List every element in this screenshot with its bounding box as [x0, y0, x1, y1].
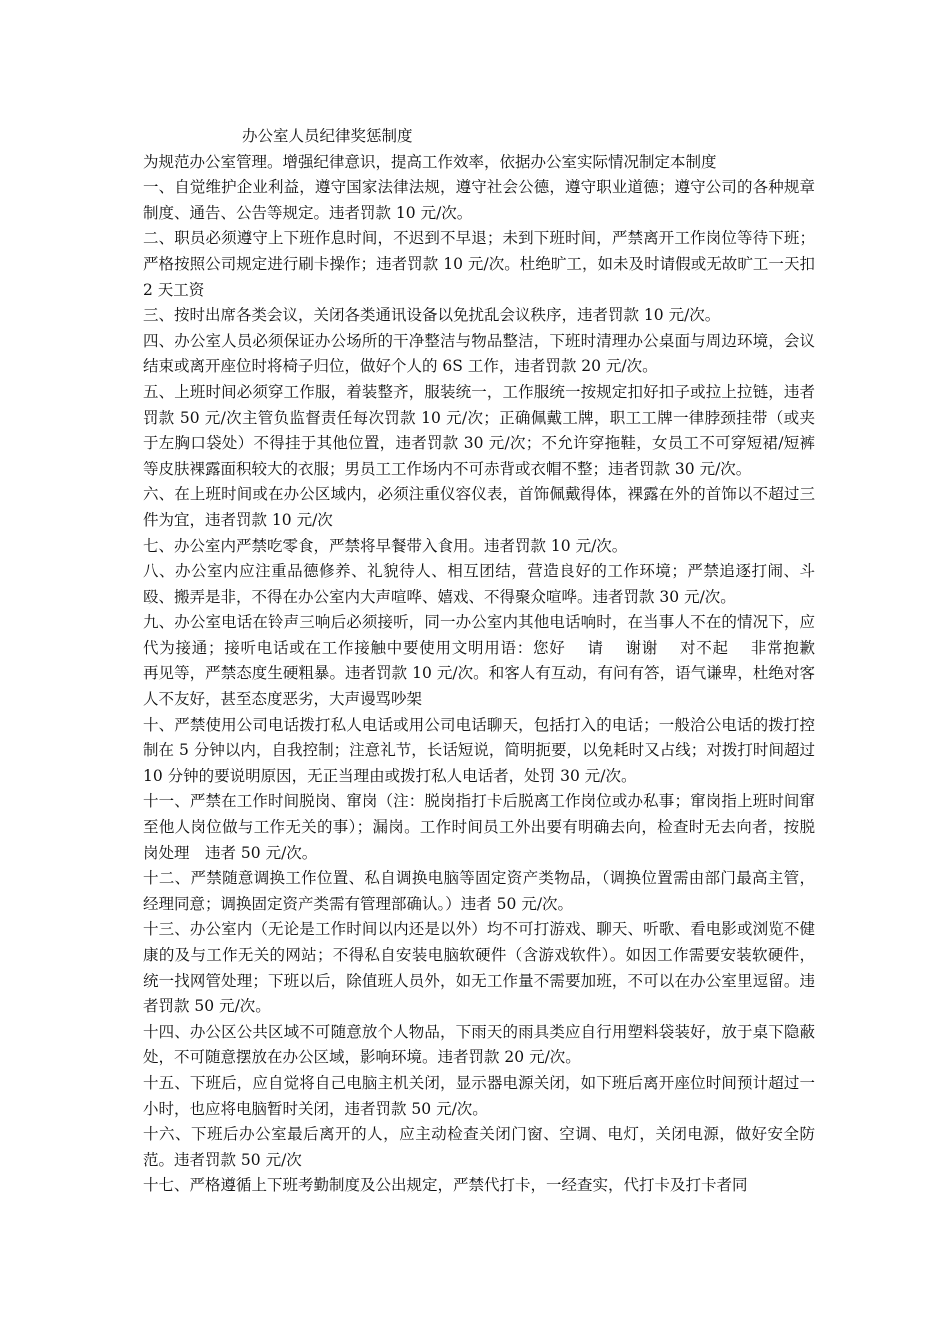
paragraph-rule-3: 三、按时出席各类会议，关闭各类通讯设备以免扰乱会议秩序，违者罚款 10 元/次。 — [143, 306, 721, 325]
paragraph-rule-11: 十一、严禁在工作时间脱岗、窜岗（注：脱岗指打卡后脱离工作岗位或办私事；窜岗指上班时间窜至他人岗位做与工作无关的事）；漏岗。工作时间员工外出要有明确去向，检查时无去向者，按脱岗处理 违者 50 元/次。 — [143, 792, 815, 862]
paragraph-rule-8: 八、办公室内应注重品德修养、礼貌待人、相互团结，营造良好的工作环境；严禁追逐打闹、斗殴、搬弄是非，不得在办公室内大声喧哗、嬉戏、不得聚众喧哗。违者罚款 30 元/次。 — [143, 562, 815, 606]
paragraph-rule-1: 一、自觉维护企业利益，遵守国家法律法规，遵守社会公德，遵守职业道德；遵守公司的各种规章制度、通告、公告等规定。违者罚款 10 元/次。 — [143, 178, 815, 222]
paragraph-rule-4: 四、办公室人员必须保证办公场所的干净整洁与物品整洁，下班时清理办公桌面与周边环境，会议结束或离开座位时将椅子归位，做好个人的 6S 工作，违者罚款 20 元/次。 — [143, 331, 815, 376]
paragraph-rule-7: 七、办公室内严禁吃零食，严禁将早餐带入食用。违者罚款 10 元/次。 — [143, 536, 628, 555]
paragraph-rule-14: 十四、办公区公共区域不可随意放个人物品，下雨天的雨具类应自行用塑料袋装好，放于桌下隐蔽处，不可随意摆放在办公区域，影响环境。违者罚款 20 元/次。 — [143, 1022, 815, 1067]
paragraph-rule-15: 十五、下班后，应自觉将自己电脑主机关闭，显示器电源关闭，如下班后离开座位时间预计超过一小时，也应将电脑暂时关闭，违者罚款 50 元/次。 — [143, 1073, 815, 1118]
paragraph-rule-12: 十二、严禁随意调换工作位置、私自调换电脑等固定资产类物品，（调换位置需由部门最高主管，经理同意；调换固定资产类需有管理部确认。）违者 50 元/次。 — [143, 869, 815, 913]
paragraph-rule-2: 二、职员必须遵守上下班作息时间，不迟到不早退；未到下班时间，严禁离开工作岗位等待下班；严格按照公司规定进行刷卡操作；违者罚款 10 元/次。杜绝旷工，如未及时请假或无故旷工一天扣 2 天工资 — [143, 229, 820, 299]
paragraph-intro: 为规范办公室管理。增强纪律意识，提高工作效率，依据办公室实际情况制定本制度 — [143, 152, 717, 171]
paragraph-rule-5: 五、上班时间必须穿工作服，着装整齐，服装统一，工作服统一按规定扣好扣子或拉上拉链，违者罚款 50 元/次主管负监督责任每次罚款 10 元/次；正确佩戴工牌，职工工牌一律脖颈挂带（或夹于左胸口袋处）不得挂于其他位置，违者罚款 30 元/次；不允许穿拖鞋，女员工不可穿短裙/短裤等皮肤裸露面积较大的衣服；男员工工作场内不可赤背或衣帽不整；违者罚款 30 元/次。 — [143, 382, 815, 478]
paragraph-rule-10: 十、严禁使用公司电话拨打私人电话或用公司电话聊天，包括打入的电话；一般洽公电话的拨打控制在 5 分钟以内，自我控制；注意礼节，长话短说，简明扼要，以免耗时又占线；对拨打时间超过 10 分钟的要说明原因，无正当理由或拨打私人电话者，处罚 30 元/次。 — [143, 715, 820, 785]
paragraph-rule-6: 六、在上班时间或在办公区域内，必须注重仪容仪表，首饰佩戴得体，裸露在外的首饰以不超过三件为宜，违者罚款 10 元/次 — [143, 485, 815, 529]
document-title: 办公室人员纪律奖惩制度 — [242, 127, 413, 145]
paragraph-rule-13: 十三、办公室内（无论是工作时间以内还是以外）均不可打游戏、聊天、听歌、看电影或浏览不健康的及与工作无关的网站；不得私自安装电脑软硬件（含游戏软件）。如因工作需要安装软硬件，统一找网管处理；下班以后，除值班人员外，如无工作量不需要加班，不可以在办公室里逗留。违者罚款 50 元/次。 — [143, 920, 815, 1016]
paragraph-rule-9: 九、办公室电话在铃声三响后必须接听，同一办公室内其他电话响时，在当事人不在的情况下，应代为接通；接听电话或在工作接触中要使用文明用语：您好 请 谢谢 对不起 非常抱歉 再见等，严禁态度生硬粗暴。违者罚款 10 元/次。和客人有互动，有问有答，语气谦卑，杜绝对客人不友好，甚至态度恶劣，大声谩骂吵架 — [143, 613, 847, 709]
paragraph-rule-16: 十六、下班后办公室最后离开的人，应主动检查关闭门窗、空调、电灯，关闭电源，做好安全防范。违者罚款 50 元/次 — [143, 1125, 815, 1169]
document-body — [143, 124, 847, 1199]
paragraph-rule-17: 十七、严格遵循上下班考勤制度及公出规定，严禁代打卡，一经查实，代打卡及打卡者同 — [143, 1176, 748, 1195]
